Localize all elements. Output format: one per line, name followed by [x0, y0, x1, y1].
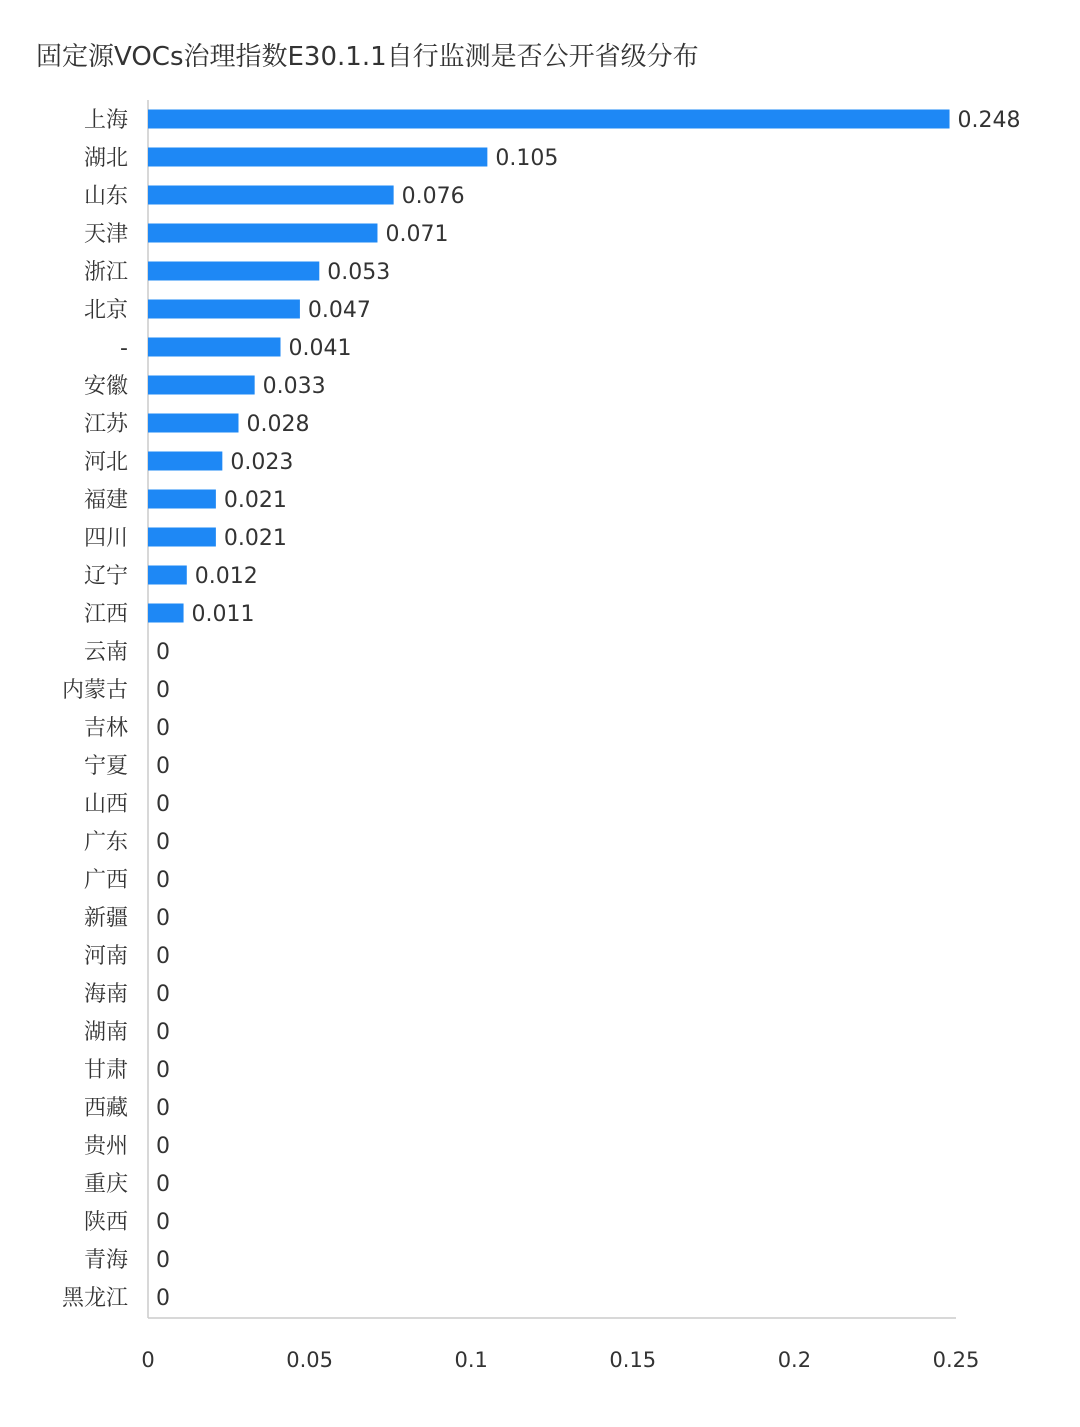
value-label: 0.071	[385, 222, 449, 247]
category-label: -	[120, 336, 128, 361]
chart-title: 固定源VOCs治理指数E30.1.1自行监测是否公开省级分布	[36, 42, 699, 72]
category-label: 安徽	[83, 374, 128, 399]
value-label: 0	[156, 1134, 170, 1159]
category-label: 广东	[83, 830, 128, 855]
category-label: 黑龙江	[61, 1286, 128, 1311]
category-label: 福建	[83, 488, 128, 513]
category-label: 湖北	[83, 146, 128, 171]
value-label: 0	[156, 754, 170, 779]
value-label: 0.033	[262, 374, 326, 399]
category-label: 陕西	[83, 1210, 128, 1235]
value-label: 0.041	[288, 336, 352, 361]
value-label: 0	[156, 1058, 170, 1083]
category-label: 北京	[83, 298, 128, 323]
category-label: 湖南	[83, 1020, 128, 1045]
value-label: 0.021	[223, 526, 287, 551]
category-label: 内蒙古	[61, 678, 128, 703]
x-tick-label: 0.2	[777, 1348, 812, 1372]
value-label: 0	[156, 716, 170, 741]
bar	[148, 528, 216, 547]
category-label: 浙江	[83, 260, 128, 285]
bar	[148, 604, 184, 623]
value-label: 0.076	[401, 184, 465, 209]
value-label: 0	[156, 1096, 170, 1121]
value-label: 0	[156, 906, 170, 931]
category-label: 新疆	[83, 906, 128, 931]
category-label: 青海	[83, 1248, 128, 1273]
bar	[148, 376, 255, 395]
value-label: 0	[156, 944, 170, 969]
value-label: 0.012	[194, 564, 258, 589]
value-label: 0	[156, 1248, 170, 1273]
value-label: 0	[156, 830, 170, 855]
value-label: 0.047	[307, 298, 371, 323]
category-label: 西藏	[83, 1096, 128, 1121]
bar	[148, 110, 950, 129]
category-label: 四川	[83, 526, 128, 551]
bar	[148, 224, 377, 243]
value-label: 0.021	[223, 488, 287, 513]
category-label: 河南	[83, 944, 128, 969]
value-label: 0	[156, 1286, 170, 1311]
category-label: 广西	[83, 868, 128, 893]
bar	[148, 490, 216, 509]
x-tick-label: 0.15	[609, 1348, 657, 1372]
value-label: 0	[156, 982, 170, 1007]
x-tick-label: 0	[141, 1348, 155, 1372]
value-label: 0.011	[191, 602, 255, 627]
x-tick-label: 0.1	[454, 1348, 488, 1372]
value-label: 0.105	[495, 146, 559, 171]
category-label: 贵州	[83, 1134, 128, 1159]
category-label: 吉林	[83, 716, 128, 741]
bar	[148, 452, 222, 471]
category-label: 河北	[83, 450, 128, 475]
value-label: 0	[156, 678, 170, 703]
category-label: 重庆	[83, 1172, 128, 1197]
x-tick-label: 0.05	[286, 1348, 333, 1372]
value-label: 0	[156, 640, 170, 665]
category-label: 甘肃	[83, 1058, 128, 1083]
bar	[148, 566, 187, 585]
bar	[148, 262, 319, 281]
bar	[148, 300, 300, 319]
category-label: 江西	[83, 602, 128, 627]
category-label: 山西	[83, 792, 128, 817]
x-tick-label: 0.25	[932, 1348, 980, 1372]
value-label: 0	[156, 1020, 170, 1045]
category-label: 上海	[83, 108, 128, 133]
bar	[148, 186, 394, 205]
category-label: 天津	[83, 222, 128, 247]
category-label: 江苏	[83, 412, 128, 437]
value-label: 0	[156, 1210, 170, 1235]
value-label: 0	[156, 868, 170, 893]
bar	[148, 338, 281, 357]
category-label: 辽宁	[83, 564, 128, 589]
value-label: 0	[156, 1172, 170, 1197]
value-label: 0.023	[230, 450, 294, 475]
bar	[148, 148, 487, 167]
value-label: 0	[156, 792, 170, 817]
category-label: 海南	[83, 982, 128, 1007]
category-label: 云南	[83, 640, 128, 665]
category-label: 宁夏	[83, 754, 128, 779]
value-label: 0.248	[957, 108, 1021, 133]
value-label: 0.028	[246, 412, 310, 437]
category-label: 山东	[83, 184, 128, 209]
value-label: 0.053	[327, 260, 391, 285]
bar	[148, 414, 238, 433]
